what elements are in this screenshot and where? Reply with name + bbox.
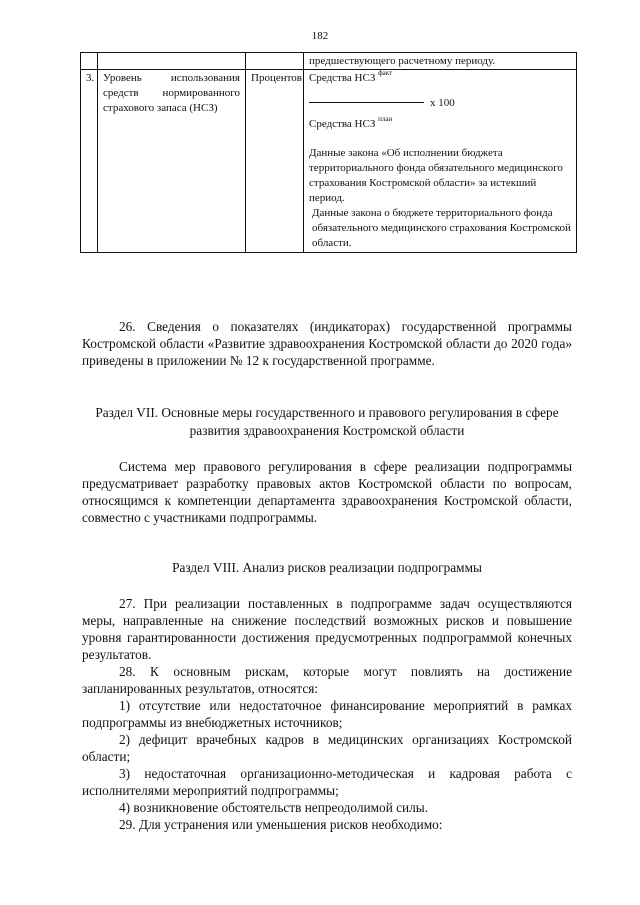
formula-denominator: Средства НСЗ $^{план}$ bbox=[309, 115, 393, 130]
risk-item-4: 4) возникновение обстоятельств непреодолимой силы. bbox=[119, 800, 429, 815]
paragraph-28: 28. К основным рискам, которые могут повлиять на достижение запланированных результатов, относятся: bbox=[82, 664, 572, 696]
table-row bbox=[81, 70, 577, 253]
table-cell bbox=[246, 53, 304, 70]
risk-item-2: 2) дефицит врачебных кадров в медицинских организациях Костромской области; bbox=[82, 732, 572, 764]
table-cell-continuation: предшествующего расчетному периоду. bbox=[304, 53, 577, 70]
section-7-text: Система мер правового регулирования в сфере реализации подпрограммы предусматривает разработку правовых актов Костромской области по вопросам, относящимся к компетенции департамента здравоохранения Костромской области, совместно с участниками подпрограммы. bbox=[82, 459, 572, 525]
table-cell bbox=[81, 53, 98, 70]
paragraph-27: 27. При реализации поставленных в подпрограмме задач осуществляются меры, направленные на снижение последствий возможных рисков и повышение уровня гарантированности достижения предусмотренных подпрограммой конечных результатов. bbox=[82, 596, 572, 662]
risk-item-1: 1) отсутствие или недостаточное финансирование мероприятий в рамках подпрограммы из внебюджетных источников; bbox=[82, 698, 572, 730]
section-7-title: Раздел VII. Основные меры государственного и правового регулирования в сфере развития здравоохранения Костромской области bbox=[95, 405, 559, 438]
risk-item-3: 3) недостаточная организационно-методическая и кадровая работа с исполнителями мероприятий подпрограммы; bbox=[82, 766, 572, 798]
indicators-table bbox=[80, 52, 577, 253]
data-source-1: Данные закона «Об исполнении бюджета территориального фонда обязательного медицинского страхования Костромской области» за истекший период. bbox=[309, 147, 563, 204]
calculation-method bbox=[304, 70, 577, 253]
table-row bbox=[81, 53, 577, 70]
section-8-body bbox=[82, 595, 572, 833]
table-cell bbox=[98, 53, 246, 70]
row-number: 3. bbox=[81, 70, 98, 253]
paragraph-29: 29. Для устранения или уменьшения рисков необходимо: bbox=[119, 817, 443, 832]
indicator-name: Уровень использования средств нормированного страхового запаса (НСЗ) bbox=[98, 70, 246, 253]
formula-fraction-line: х 100 bbox=[309, 96, 571, 111]
data-source-2: Данные закона о бюджете территориального фонда обязательного медицинского страхования Костромской области. bbox=[312, 207, 571, 249]
page-number: 182 bbox=[311, 30, 329, 42]
unit-of-measure: Процентов bbox=[246, 70, 304, 253]
paragraph-26: 26. Сведения о показателях (индикаторах) государственной программы Костромской области «Развитие здравоохранения Костромской области до 2020 года» приведены в приложении № 12 к государственной программе. bbox=[82, 319, 572, 368]
formula-numerator: Средства НСЗ $^{факт}$ bbox=[309, 69, 393, 84]
section-8-title: Раздел VIII. Анализ рисков реализации подпрограммы bbox=[172, 560, 482, 575]
